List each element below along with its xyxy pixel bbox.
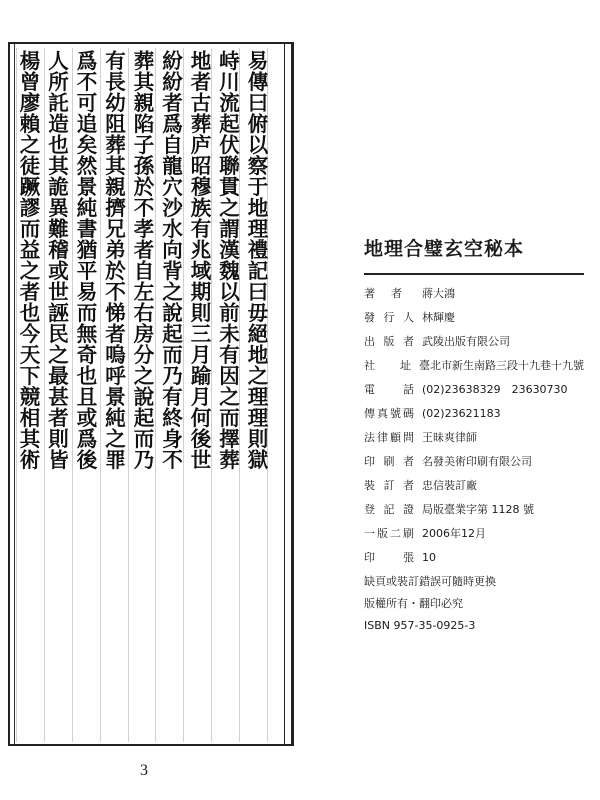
colophon-row-publisher: 出版者 武陵出版有限公司 xyxy=(364,335,510,348)
colophon-row-registration: 登記證 局版臺業字第 1128 號 xyxy=(364,503,534,516)
book-title: 地理合璧玄空秘本 xyxy=(364,234,584,275)
colophon xyxy=(364,234,584,637)
text-column-8: 人所託造也其詭異難稽或世誣民之最甚者則皆 xyxy=(44,50,69,470)
colophon-row-binder: 裝訂者 忠信裝訂廠 xyxy=(364,479,477,492)
text-column-4: 紛紛者爲自龍穴沙水向背之說起而乃有終身不 xyxy=(158,50,183,470)
colophon-notes xyxy=(364,571,584,637)
colophon-row-edition: 一版二刷 2006年12月 xyxy=(364,527,486,540)
text-column-2: 峙川流起伏聯貫之謂漢魏以前未有因之而擇葬 xyxy=(215,50,240,470)
colophon-rows xyxy=(364,281,584,569)
text-column-7: 爲不可追矣然景純書猶平易而無奇也且或爲後 xyxy=(73,50,97,470)
text-column-9: 楊曾廖賴之徒蹶謬而益之者也今天下競相其術 xyxy=(16,50,40,470)
frame-outer-rule xyxy=(14,44,15,744)
colophon-row-fax: 傳真號碼 (02)23621183 xyxy=(364,406,501,420)
note-replacement: 缺頁或裝訂錯誤可隨時更換 xyxy=(364,575,496,588)
colophon-row-sheets: 印 張 10 xyxy=(364,550,436,564)
vertical-text-body xyxy=(16,50,268,740)
colophon-row-publisher-person: 發行人 林輝慶 xyxy=(364,311,455,324)
colophon-row-author: 著 者 蔣大鴻 xyxy=(364,287,455,300)
text-column-6: 有長幼阻葬其親擠兄弟於不悌者嗚呼景純之罪 xyxy=(101,50,126,470)
note-copyright: 版權所有・翻印必究 xyxy=(364,597,463,610)
colophon-row-printer: 印刷者 名發美術印刷有限公司 xyxy=(364,455,532,468)
colophon-row-legal: 法律顧問 王昧爽律師 xyxy=(364,431,477,444)
colophon-row-address: 社 址 臺北市新生南路三段十九巷十九號 xyxy=(364,359,584,372)
note-isbn: ISBN 957-35-0925-3 xyxy=(364,619,476,632)
page-number: 3 xyxy=(140,762,148,779)
frame-inner-rule xyxy=(284,44,285,744)
text-column-3: 地者古葬庐昭穆族有兆域期則三月踰月何後世 xyxy=(187,50,211,470)
text-column-5: 葬其親陷子孫於不孝者自左右房分之說起而乃 xyxy=(130,50,154,470)
text-column-1: 易傳曰俯以察于地理禮記曰毋絕地之理理則獄 xyxy=(244,50,268,470)
colophon-row-phone: 電 話 (02)23638329 23630730 xyxy=(364,383,568,396)
